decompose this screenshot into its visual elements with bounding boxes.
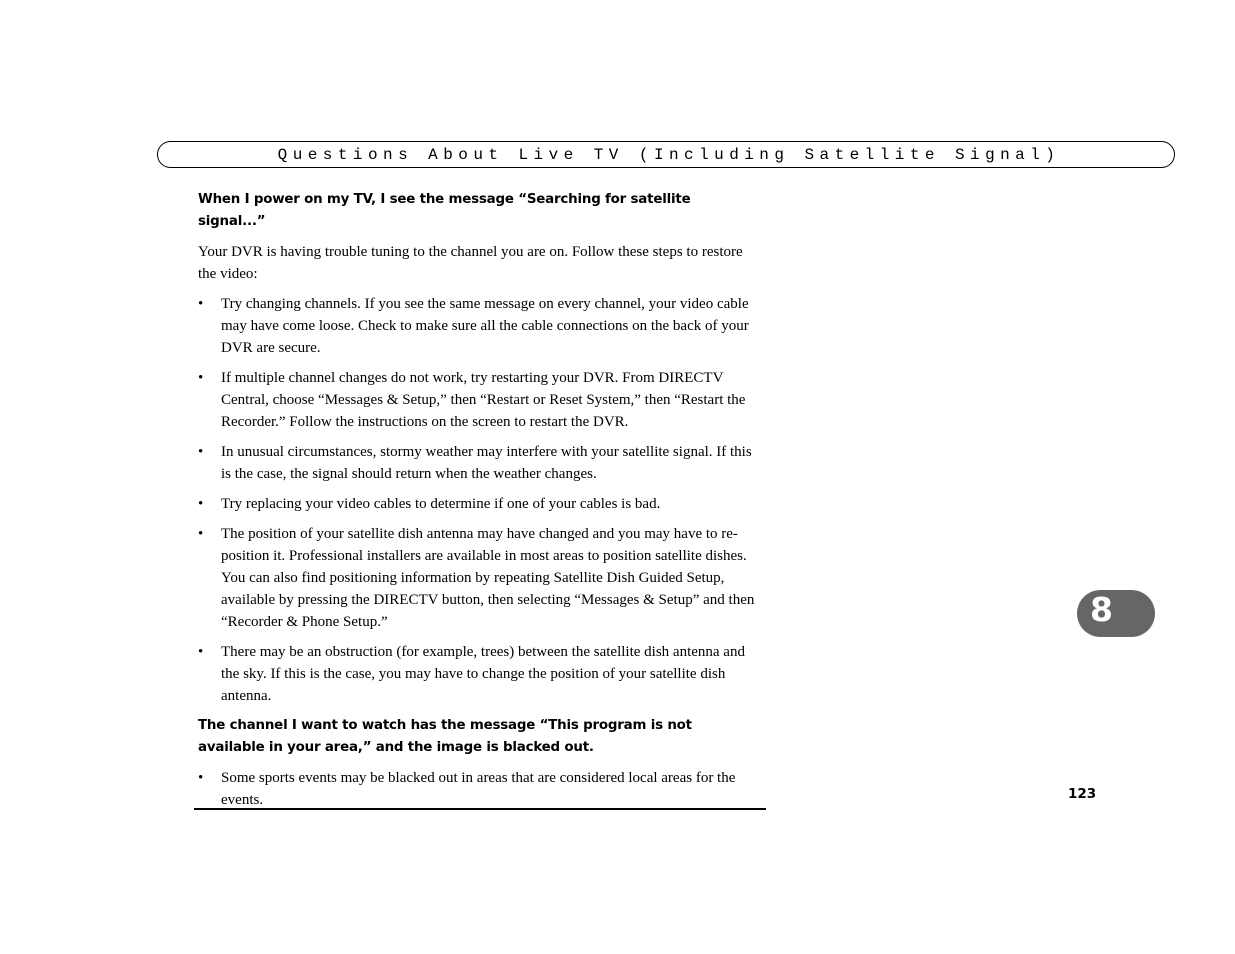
section-intro: Your DVR is having trouble tuning to the channel you are on. Follow these steps to restore the video: — [198, 244, 743, 282]
list-item-text: The position of your satellite dish antenna may have changed and you may have to re-position it. Professional installers are available in most areas to position satellite dishes. You can also find positioning information by repeating Satellite Dish Guided Setup, available by pressing the DIRECTV button, then selecting “Messages & Setup” and then “Recorder & Phone Setup.” — [221, 526, 755, 630]
list-item-text: There may be an obstruction (for example, trees) between the satellite dish antenna and the sky. If this is the case, you may have to change the position of your satellite dish antenna. — [221, 644, 745, 704]
list-item-text: Try replacing your video cables to determine if one of your cables is bad. — [221, 496, 661, 512]
page-number: 123 — [1068, 786, 1097, 802]
chapter-tab — [1077, 590, 1155, 637]
list-item-text: In unusual circumstances, stormy weather may interfere with your satellite signal. If this is the case, the signal should return when the weather changes. — [221, 444, 752, 482]
bullet-mark: • — [198, 296, 204, 312]
chapter-number: 8 — [1090, 590, 1113, 629]
section-heading-satellite-signal: When I power on my TV, I see the message “Searching for satellite signal...” — [198, 192, 691, 229]
bullet-mark: • — [198, 526, 204, 542]
bullet-list-blackout — [198, 767, 760, 811]
chapter-header — [157, 141, 1175, 168]
page-content — [198, 189, 760, 819]
bullet-mark: • — [198, 770, 204, 786]
list-item — [198, 523, 760, 633]
list-item-text: Try changing channels. If you see the same message on every channel, your video cable may have come loose. Check to make sure all the cable connections on the back of your DVR are secure. — [221, 296, 749, 356]
list-item — [198, 293, 760, 359]
list-item-text: Some sports events may be blacked out in areas that are considered local areas for the events. — [221, 770, 736, 808]
list-item — [198, 441, 760, 485]
list-item — [198, 641, 760, 707]
bullet-mark: • — [198, 644, 204, 660]
list-item-text: If multiple channel changes do not work, try restarting your DVR. From DIRECTV Central, choose “Messages & Setup,” then “Restart or Reset System,” then “Restart the Recorder.” Follow the instructions on the screen to restart the DVR. — [221, 370, 746, 430]
header-title: Questions About Live TV (Including Satellite Signal) — [277, 145, 1061, 164]
bottom-divider — [194, 808, 766, 810]
bullet-mark: • — [198, 496, 204, 512]
list-item — [198, 493, 760, 515]
bullet-mark: • — [198, 444, 204, 460]
bullet-list-satellite-signal — [198, 293, 760, 707]
bullet-mark: • — [198, 370, 204, 386]
list-item — [198, 767, 760, 811]
section-heading-blackout: The channel I want to watch has the message “This program is not available in your area,” and the image is blacked out. — [198, 718, 692, 755]
list-item — [198, 367, 760, 433]
